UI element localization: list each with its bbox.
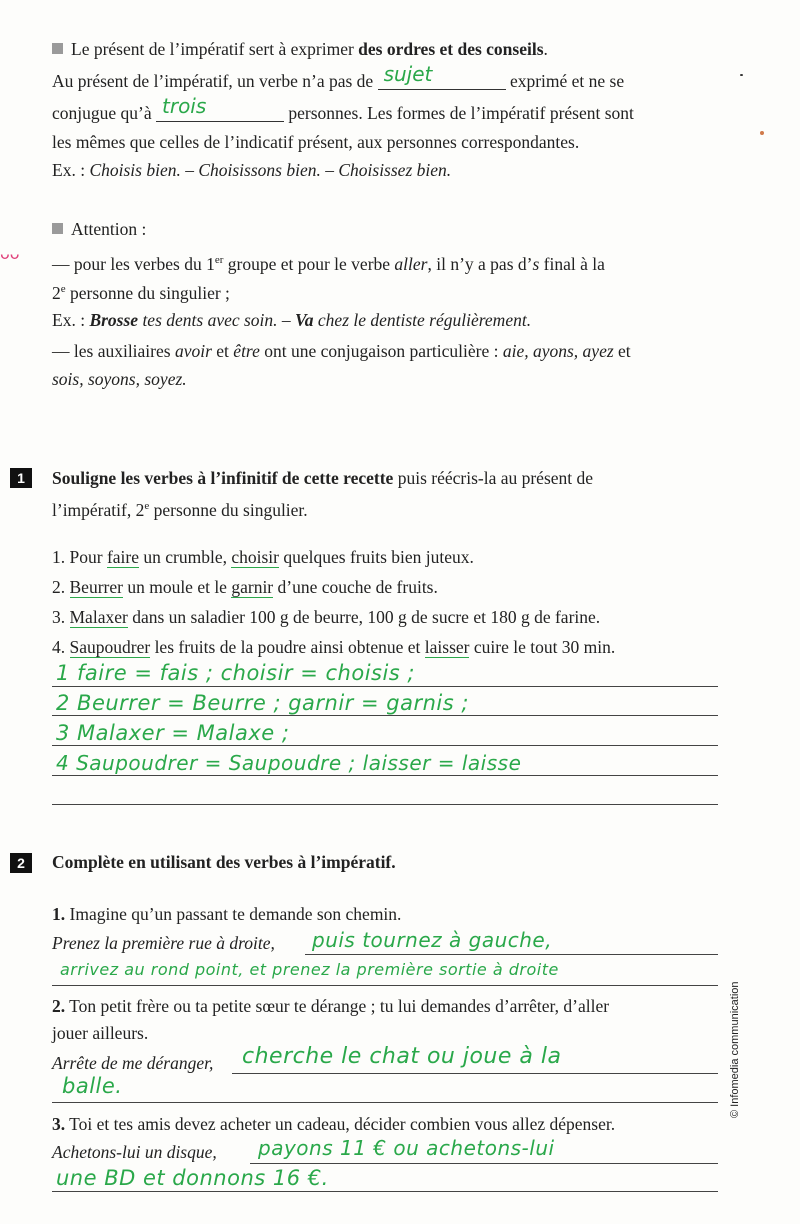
answer-line	[52, 775, 718, 776]
blank-persons[interactable]: trois	[156, 103, 284, 122]
recipe-item-1: 1. Pour faire un crumble, choisir quelques fruits bien juteux.	[52, 547, 474, 567]
attention-line-1: — pour les verbes du 1er groupe et pour le verbe aller, il n’y a pas d’s final à la	[52, 253, 605, 274]
recipe-item-2: 2. Beurrer un moule et le garnir d’une couche de fruits.	[52, 577, 438, 597]
paper-speck	[740, 74, 743, 76]
auxiliaries-line-2: sois, soyons, soyez.	[52, 369, 187, 389]
answer-line	[232, 1073, 718, 1074]
recipe-item-3: 3. Malaxer dans un saladier 100 g de beurre, 100 g de sucre et 180 g de farine.	[52, 607, 601, 627]
attention-line-2: 2e personne du singulier ;	[52, 282, 230, 303]
answer-line	[52, 686, 718, 687]
margin-note: ᴗᴗ	[0, 244, 20, 263]
question-2: 2. Ton petit frère ou ta petite sœur te dérange ; tu lui demandes d’arrêter, d’aller	[52, 996, 610, 1016]
question-2-continued: jouer ailleurs.	[52, 1023, 149, 1043]
lesson-example: Ex. : Choisis bien. – Choisissons bien. – Choisissez bien.	[52, 160, 452, 180]
recipe-item-4: 4. Saupoudrer les fruits de la poudre ainsi obtenue et laisser cuire le tout 30 min.	[52, 637, 616, 657]
handwritten-q2-line2: balle.	[62, 1074, 123, 1098]
handwritten-answer-2: 2 Beurrer = Beurre ; garnir = garnis ;	[56, 691, 469, 715]
answer-line	[52, 745, 718, 746]
answer-line	[52, 715, 718, 716]
answer-line	[305, 954, 718, 955]
exercise-2-title: Complète en utilisant des verbes à l’impératif.	[52, 852, 396, 872]
question-1-prompt: Prenez la première rue à droite,	[52, 933, 275, 953]
answer-line	[52, 1191, 718, 1192]
lesson-line-1: Le présent de l’impératif sert à exprimer des ordres et des conseils.	[52, 38, 718, 60]
handwritten-answer-1: 1 faire = fais ; choisir = choisis ;	[56, 661, 415, 685]
exercise-1-number: 1	[10, 468, 32, 488]
blank-subject[interactable]: sujet	[378, 71, 506, 90]
attention-example: Ex. : Brosse tes dents avec soin. – Va chez le dentiste régulièrement.	[52, 310, 532, 330]
answer-line	[52, 1102, 718, 1103]
paper-speck	[760, 131, 764, 135]
lesson-line-3: conjugue qu’à trois personnes. Les formes de l’impératif présent sont	[52, 94, 634, 123]
handwritten-q3-line2: une BD et donnons 16 €.	[56, 1166, 329, 1190]
question-3: 3. Toi et tes amis devez acheter un cadeau, décider combien vous allez dépenser.	[52, 1114, 616, 1134]
lesson-line-2: Au présent de l’impératif, un verbe n’a pas de sujet exprimé et ne se	[52, 62, 625, 91]
answer-line	[250, 1163, 718, 1164]
question-1: 1. Imagine qu’un passant te demande son chemin.	[52, 904, 402, 924]
handwritten-answer-4: 4 Saupoudrer = Saupoudre ; laisser = laisse	[56, 751, 522, 775]
copyright-notice: © Infomedia communication	[729, 981, 741, 1118]
answer-line	[52, 985, 718, 986]
question-3-prompt: Achetons-lui un disque,	[52, 1142, 217, 1162]
handwritten-answer-3: 3 Malaxer = Malaxe ;	[56, 721, 290, 745]
auxiliaries-line-1: — les auxiliaires avoir et être ont une conjugaison particulière : aie, ayons, ayez et	[52, 341, 631, 361]
exercise-2-number: 2	[10, 853, 32, 873]
exercise-1-title: Souligne les verbes à l’infinitif de cette recette puis réécris-la au présent de l’impératif, 2e personne du singulier.	[52, 468, 594, 520]
handwritten-q1-line2: arrivez au rond point, et prenez la première sortie à droite	[60, 960, 559, 979]
square-bullet-icon	[52, 43, 63, 54]
handwritten-q1-line1: puis tournez à gauche,	[312, 928, 553, 952]
square-bullet-icon	[52, 223, 63, 234]
attention-heading: Attention :	[52, 218, 718, 240]
answer-line	[52, 804, 718, 805]
question-2-prompt: Arrête de me déranger,	[52, 1053, 214, 1073]
lesson-line-4: les mêmes que celles de l’indicatif présent, aux personnes correspondantes.	[52, 132, 580, 152]
handwritten-q3-line1: payons 11 € ou achetons-lui	[258, 1136, 555, 1160]
handwritten-q2-line1: cherche le chat ou joue à la	[242, 1044, 562, 1069]
